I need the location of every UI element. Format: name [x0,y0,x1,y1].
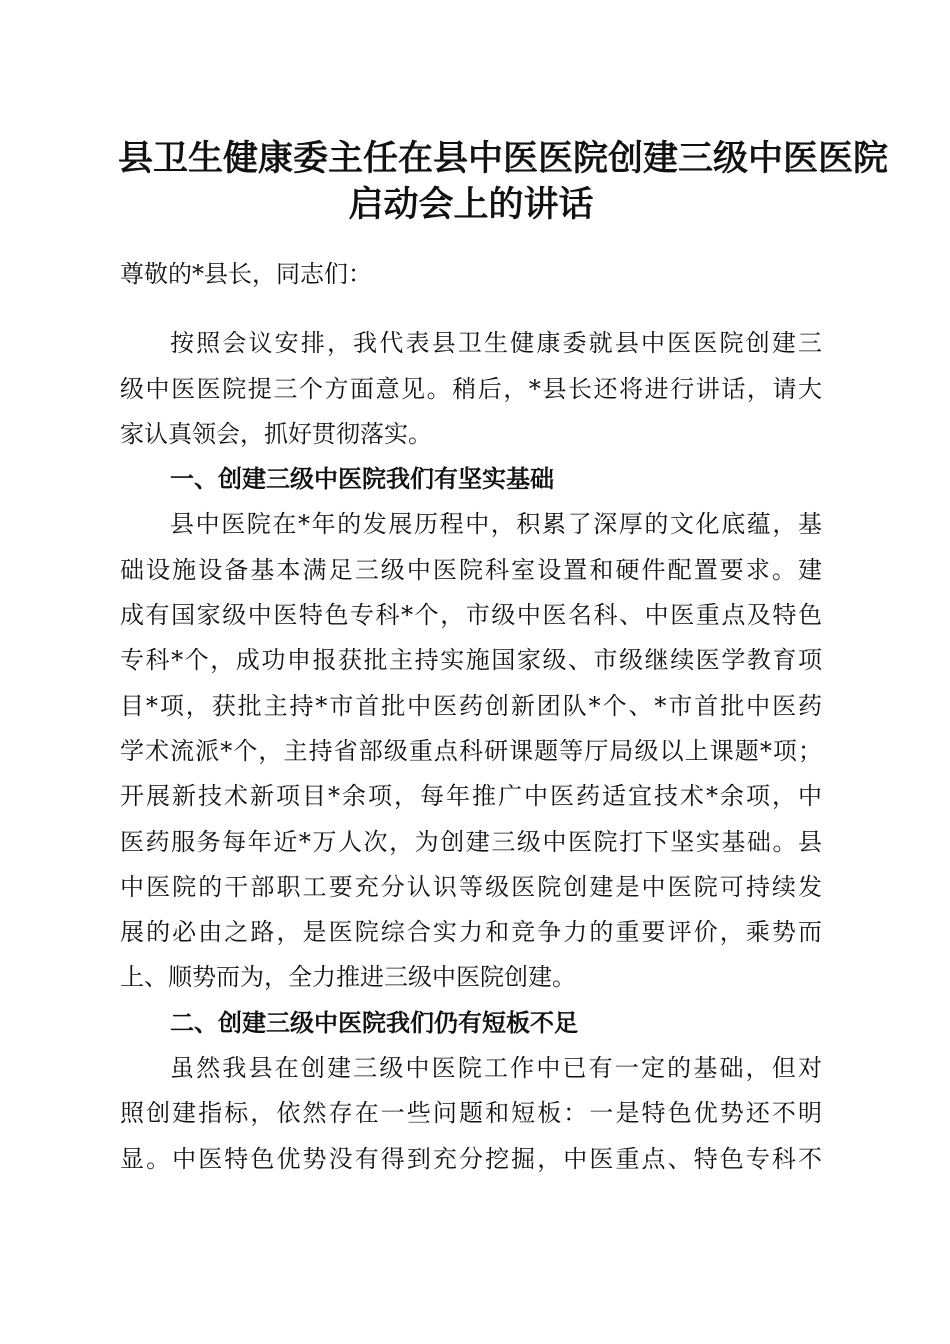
section-heading-1: 一、创建三级中医院我们有坚实基础 [170,465,554,494]
text-line: 虽然我县在创建三级中医院工作中已有一定的基础，但对 [170,1054,822,1083]
text-line: 学术流派*个，主持省部级重点科研课题等厅局级以上课题*项； [120,736,822,765]
text-line: 成有国家级中医特色专科*个，市级中医名科、中医重点及特色 [120,601,822,630]
intro-paragraph [120,321,822,457]
document-body [120,252,822,1182]
text-line: 中医院的干部职工要充分认识等级医院创建是中医院可持续发 [120,872,822,901]
greeting: 尊敬的*县长，同志们： [120,260,372,288]
text-line: 医药服务每年近*万人次，为创建三级中医院打下坚实基础。县 [120,827,822,856]
section-1-paragraph [120,502,822,1000]
section-heading-2: 二、创建三级中医院我们仍有短板不足 [170,1008,578,1037]
text-line: 显。中医特色优势没有得到充分挖掘，中医重点、特色专科不 [120,1144,822,1173]
document-title [118,136,889,228]
text-line: 开展新技术新项目*余项，每年推广中医药适宜技术*余项，中 [120,782,822,811]
section-2-paragraph [120,1046,822,1182]
text-line: 专科*个，成功申报获批主持实施国家级、市级继续医学教育项 [120,646,822,675]
text-line: 展的必由之路，是医院综合实力和竞争力的重要评价，乘势而 [120,918,822,947]
text-line: 家认真领会，抓好贯彻落实。 [120,419,432,448]
text-line: 上、顺势而为，全力推进三级中医院创建。 [120,963,576,992]
text-line: 照创建指标，依然存在一些问题和短板：一是特色优势还不明 [120,1099,822,1128]
title-line-1: 县卫生健康委主任在县中医医院创建三级中医医院 [118,138,889,179]
title-line-2: 启动会上的讲话 [348,184,594,225]
text-line: 级中医医院提三个方面意见。稍后，*县长还将进行讲话，请大 [120,374,822,403]
text-line: 按照会议安排，我代表县卫生健康委就县中医医院创建三 [170,329,822,358]
text-line: 目*项，获批主持*市首批中医药创新团队*个、*市首批中医药 [120,691,822,720]
text-line: 县中医院在*年的发展历程中，积累了深厚的文化底蕴，基 [170,510,822,539]
text-line: 础设施设备基本满足三级中医院科室设置和硬件配置要求。建 [120,555,822,584]
